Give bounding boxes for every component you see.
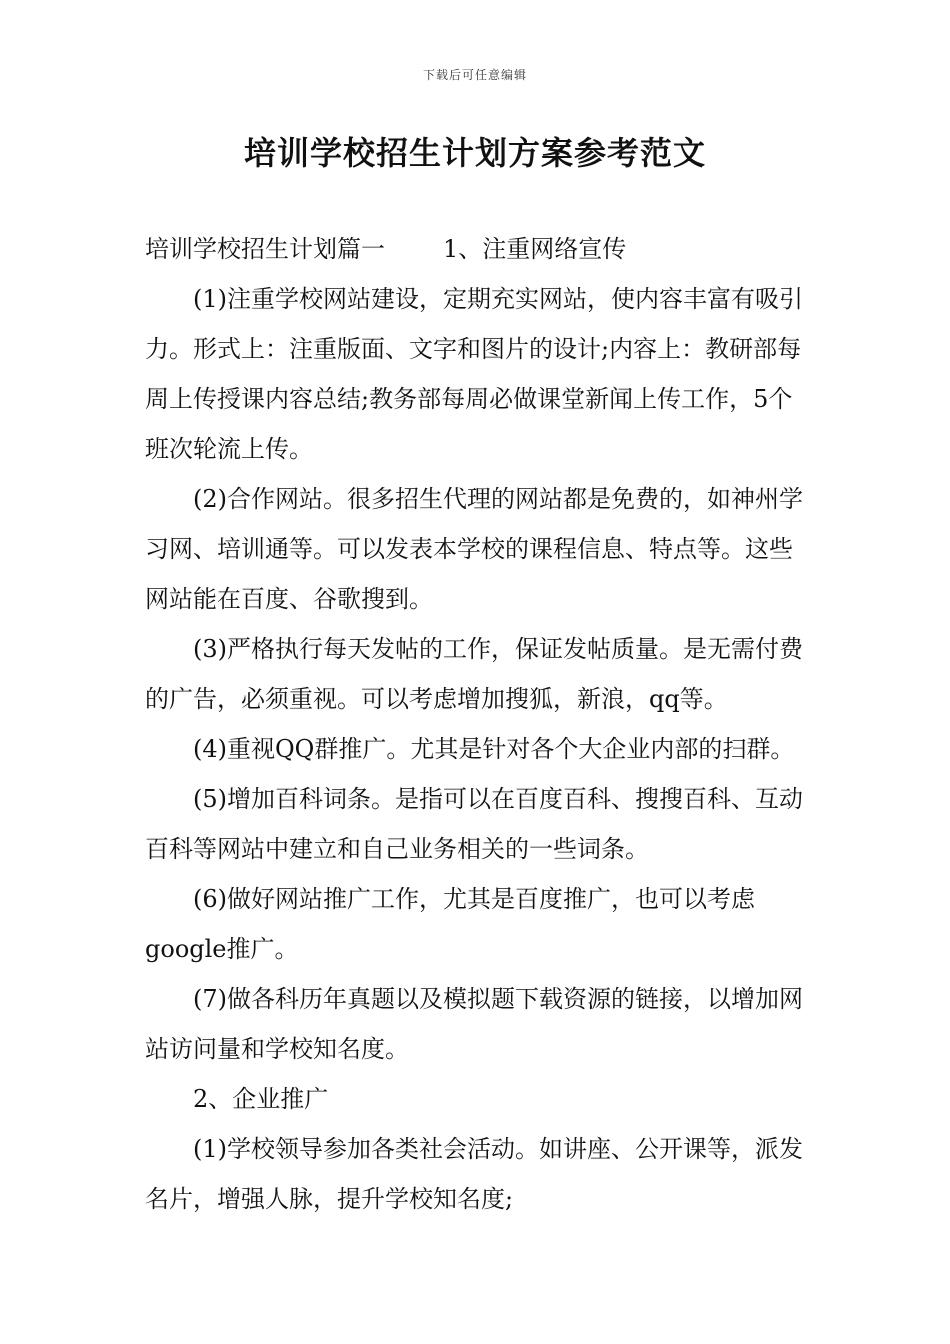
document-title: 培训学校招生计划方案参考范文 [243,134,706,172]
section-heading-2: 2、企业推广 [193,1085,329,1113]
document-body [145,224,810,1224]
paragraph-3: (3)严格执行每天发帖的工作，保证发帖质量。是无需付费的广告，必须重视。可以考虑增加搜狐，新浪，qq等。 [145,635,803,713]
paragraph-4: (4)重视QQ群推广。尤其是针对各个大企业内部的扫群。 [193,735,795,763]
header-note: 下载后可任意编辑 [422,68,527,82]
paragraph-7: (7)做各科历年真题以及模拟题下载资源的链接，以增加网站访问量和学校知名度。 [145,985,803,1063]
section-heading: 1、注重网络宣传 [443,235,627,263]
section-label: 培训学校招生计划篇一 [145,235,385,263]
paragraph-6: (6)做好网站推广工作，尤其是百度推广，也可以考虑google推广。 [145,885,755,963]
paragraph-2: (2)合作网站。很多招生代理的网站都是免费的，如神州学习网、培训通等。可以发表本学校的课程信息、特点等。这些网站能在百度、谷歌搜到。 [145,485,803,613]
paragraph-8: (1)学校领导参加各类社会活动。如讲座、公开课等，派发名片，增强人脉，提升学校知名度; [145,1135,803,1213]
intro-line [145,224,810,274]
paragraph-1: (1)注重学校网站建设，定期充实网站，使内容丰富有吸引力。形式上：注重版面、文字和图片的设计;内容上：教研部每周上传授课内容总结;教务部每周必做课堂新闻上传工作，5个班次轮流上传。 [145,285,803,463]
paragraph-5: (5)增加百科词条。是指可以在百度百科、搜搜百科、互动百科等网站中建立和自己业务相关的一些词条。 [145,785,803,863]
